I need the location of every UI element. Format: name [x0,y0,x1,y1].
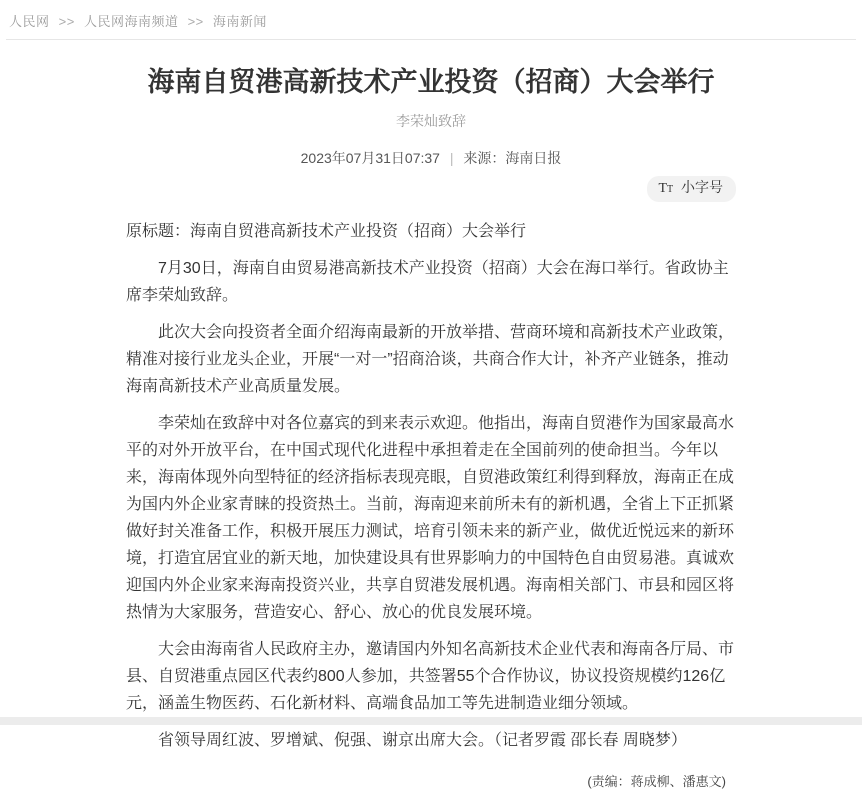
breadcrumb-link-people[interactable]: 人民网 [9,14,50,29]
editor-credit: (责编：蒋成柳、潘惠文) [587,774,726,789]
page-footer-strip [0,717,862,725]
article-content [126,176,736,795]
article-header [0,65,862,168]
article-toolbar [126,176,736,202]
article-meta [0,148,862,168]
breadcrumb-link-hainan-channel[interactable]: 人民网海南频道 [83,14,179,29]
meta-separator: | [449,150,454,166]
original-title-text: 海南自贸港高新技术产业投资（招商）大会举行 [190,223,527,240]
source-label: 来源： [463,150,506,166]
font-size-label: 小字号 [681,179,723,195]
article-body [126,218,736,795]
article-subtitle: 李荣灿致辞 [396,113,466,129]
breadcrumb-link-hainan-news[interactable]: 海南新闻 [212,14,267,29]
header-divider [6,39,856,40]
original-title-label: 原标题： [126,223,191,240]
page-title: 海南自贸港高新技术产业投资（招商）大会举行 [147,67,715,97]
article-paragraph: 大会由海南省人民政府主办，邀请国内外知名高新技术企业代表和海南各厅局、市县、自贸港重点园区代表约800人参加，共签署55个合作协议，协议投资规模约126亿元，涵盖生物医药、石化新材料、高端食品加工等先进制造业细分领域。 [126,641,735,712]
original-title-line [126,218,736,245]
article-paragraph: 7月30日，海南自由贸易港高新技术产业投资（招商）大会在海口举行。省政协主席李荣灿致辞。 [126,260,729,304]
breadcrumb-separator: >> [187,14,204,29]
font-size-icon: TT [658,181,674,196]
breadcrumb-separator: >> [58,14,75,29]
publish-date: 2023年07月31日07:37 [300,150,440,166]
article-paragraph: 李荣灿在致辞中对各位嘉宾的到来表示欢迎。他指出，海南自贸港作为国家最高水平的对外开放平台，在中国式现代化进程中承担着走在全国前列的使命担当。今年以来，海南体现外向型特征的经济指标表现亮眼，自贸港政策红利得到释放，海南正在成为国内外企业家青睐的投资热土。当前，海南迎来前所未有的新机遇，全省上下正抓紧做好封关准备工作，积极开展压力测试，培育引领未来的新产业，做优近悦远来的新环境，打造宜居宜业的新天地，加快建设具有世界影响力的中国特色自由贸易港。真诚欢迎国内外企业家来海南投资兴业，共享自贸港发展机遇。海南相关部门、市县和园区将热情为大家服务，营造安心、舒心、放心的优良发展环境。 [126,415,735,621]
article-paragraph: 此次大会向投资者全面介绍海南最新的开放举措、营商环境和高新技术产业政策，精准对接行业龙头企业，开展“一对一”招商洽谈，共商合作大计，补齐产业链条，推动海南高新技术产业高质量发展。 [126,324,735,395]
breadcrumb [0,0,862,39]
source-link[interactable]: 海南日报 [505,150,562,166]
font-size-button[interactable] [647,176,736,202]
article-paragraph: 省领导周红波、罗增斌、倪强、谢京出席大会。（记者罗霞 邵长春 周晓梦） [158,732,687,749]
